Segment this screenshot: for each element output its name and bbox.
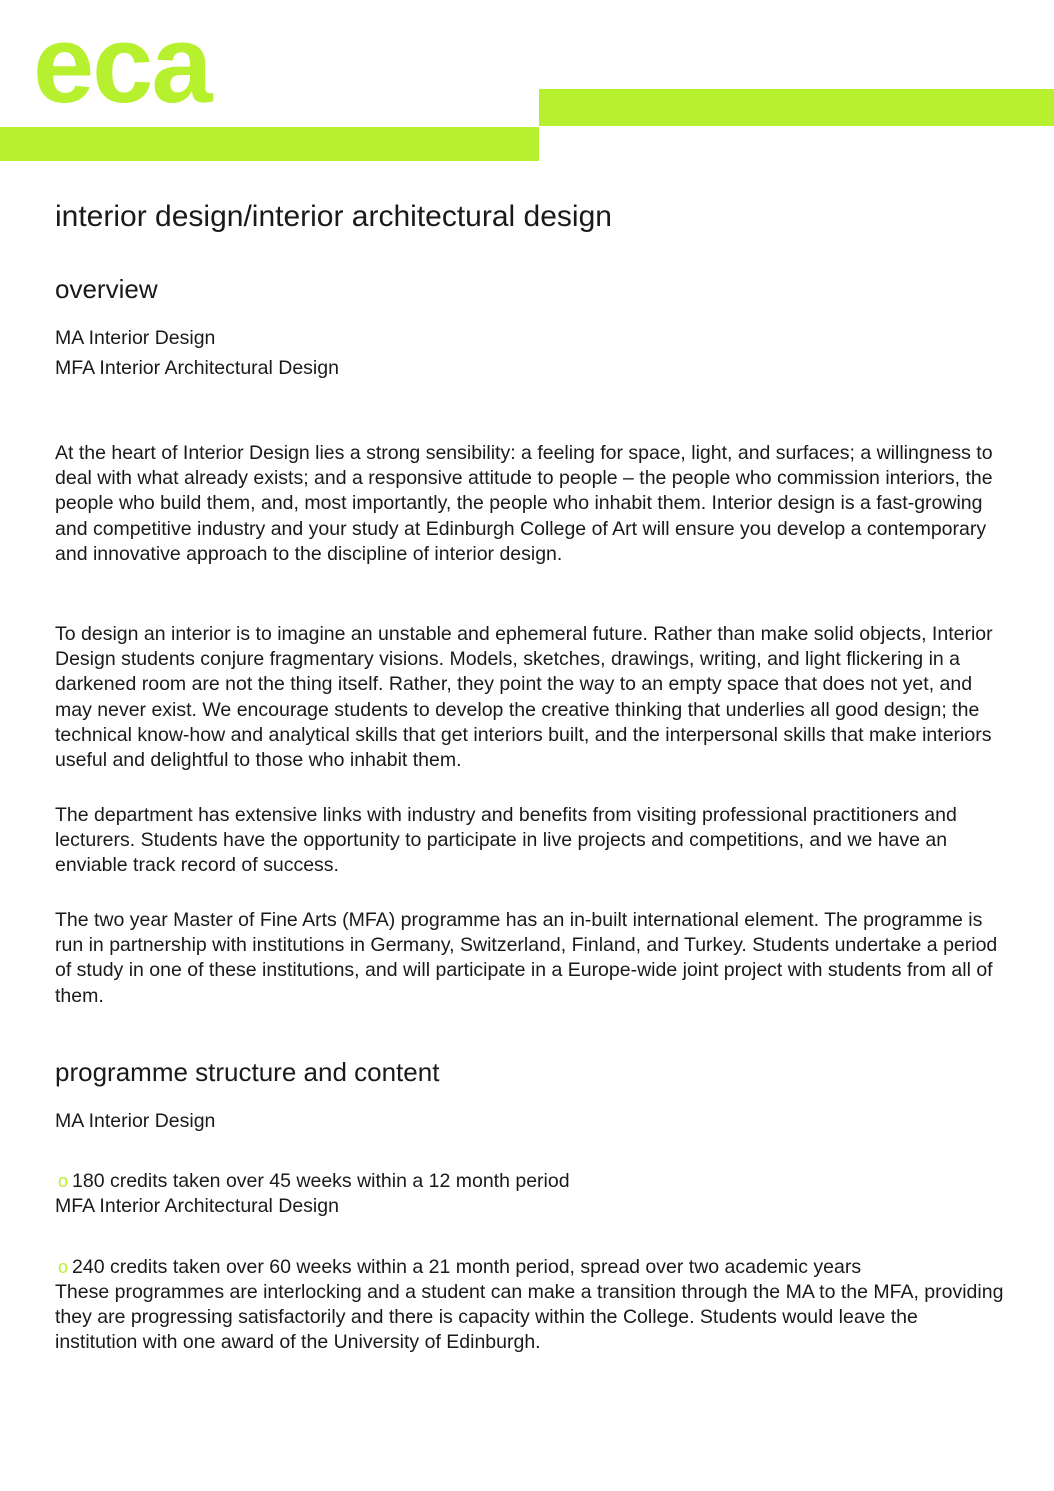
structure-ma-item (55, 1169, 570, 1194)
structure-closing-paragraph: These programmes are interlocking and a student can make a transition through the MA to the MFA, providing they are progressing satisfactorily and there is capacity within the College. Students would leave the institution with one award of the University of Edinburgh. (55, 1281, 1004, 1354)
bullet-icon: o (58, 1171, 69, 1191)
header-band-left (0, 127, 539, 161)
program-ma: MA Interior Design (55, 327, 216, 349)
header-band-right (539, 89, 1054, 126)
structure-mfa-title: MFA Interior Architectural Design (55, 1195, 339, 1217)
program-mfa: MFA Interior Architectural Design (55, 357, 339, 379)
structure-ma-bullet-text: 180 credits taken over 45 weeks within a 12 month period (72, 1170, 570, 1192)
overview-paragraph-1: At the heart of Interior Design lies a strong sensibility: a feeling for space, light, and surfaces; a willingness to deal with what already exists; and a responsive attitude to people – the people who commission interiors, the people who build them, and, most importantly, the people who inhabit them. Interior design is a fast-growing and competitive industry and your study at Edinburgh College of Art will ensure you develop a contemporary and innovative approach to the discipline of interior design. (55, 442, 993, 565)
page-title: interior design/interior architectural design (55, 200, 612, 233)
overview-paragraph-3: The department has extensive links with industry and benefits from visiting professional practitioners and lecturers. Students have the opportunity to participate in live projects and competitions, and we have an enviable track record of success. (55, 804, 957, 877)
eca-logo: eca (33, 3, 211, 126)
overview-paragraph-4: The two year Master of Fine Arts (MFA) programme has an in-built international element. The programme is run in partnership with institutions in Germany, Switzerland, Finland, and Turkey. Students undertake a period of study in one of these institutions, and will participate in a Europe-wide joint project with students from all of them. (55, 909, 998, 1007)
structure-mfa-item (55, 1255, 861, 1280)
overview-heading: overview (55, 274, 158, 304)
overview-paragraph-2: To design an interior is to imagine an unstable and ephemeral future. Rather than make solid objects, Interior Design students conjure fragmentary visions. Models, sketches, drawings, writing, and light flickering in a darkened room are not the thing itself. Rather, they point the way to an empty space that does not yet, and may never exist. We encourage students to develop the creative thinking that underlies all good design; the technical know-how and analytical skills that get interiors built, and the interpersonal skills that make interiors useful and delightful to those who inhabit them. (55, 623, 993, 772)
bullet-icon: o (58, 1257, 69, 1277)
structure-mfa-bullet-text: 240 credits taken over 60 weeks within a 21 month period, spread over two academic years (72, 1256, 862, 1278)
structure-heading: programme structure and content (55, 1057, 440, 1087)
structure-ma-title: MA Interior Design (55, 1110, 216, 1132)
